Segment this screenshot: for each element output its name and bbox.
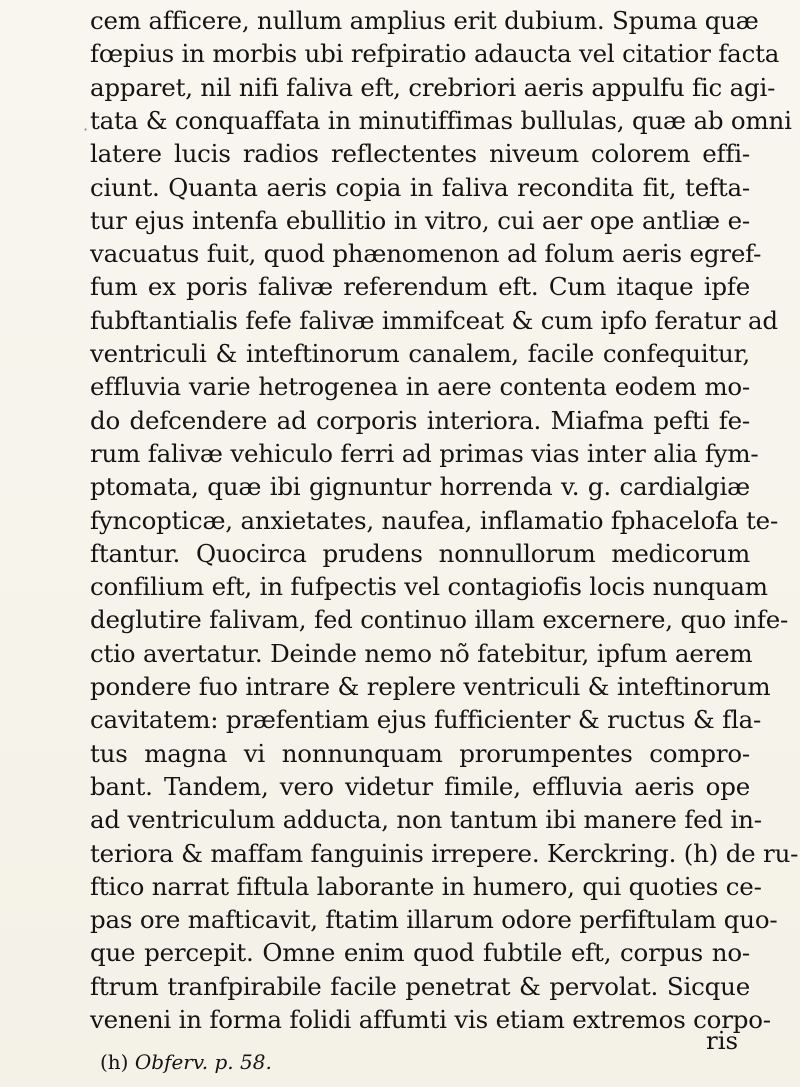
text-line: fubftantialis fefe falivæ immifceat & cum ipfo feratur ad bbox=[90, 305, 778, 335]
text-line: confilium eft, in fufpectis vel contagiofis locis nunquam bbox=[90, 572, 768, 602]
text-line: pas ore mafticavit, ftatim illarum odore perfiftulam quo- bbox=[90, 905, 778, 935]
text-line: fum ex poris falivæ referendum eft. Cum itaque ipfe bbox=[90, 272, 750, 302]
text-line: ad ventriculum adducta, non tantum ibi manere fed in- bbox=[90, 805, 762, 835]
text-line: pondere fuo intrare & replere ventriculi & inteftinorum bbox=[90, 672, 771, 701]
text-line: do defcendere ad corporis interiora. Miafma pefti fe- bbox=[90, 405, 750, 435]
text-line: ftrum tranfpirabile facile penetrat & pervolat. Sicque bbox=[90, 971, 750, 1001]
text-line: ctio avertatur. Deinde nemo nõ fatebitur, ipfum aerem bbox=[90, 638, 753, 668]
text-line: ventriculi & inteftinorum canalem, facile confequitur, bbox=[90, 339, 750, 368]
text-line: que percepit. Omne enim quod fubtile eft, corpus no- bbox=[90, 938, 750, 968]
footnote-mark: (h) bbox=[100, 1050, 129, 1074]
text-line: bant. Tandem, vero videtur fimile, effluvia aeris ope bbox=[90, 771, 750, 801]
footnote bbox=[100, 1050, 272, 1074]
text-line: ftico narrat fiftula laborante in humero, qui quoties ce- bbox=[90, 871, 762, 901]
text-line: fyncopticæ, anxietates, naufea, inflamatio fphacelofa te- bbox=[90, 505, 779, 535]
text-line: ftantur. Quocirca prudens nonnullorum medicorum bbox=[90, 538, 750, 568]
text-line: ptomata, quæ ibi gignuntur horrenda v. g. cardialgiæ bbox=[90, 472, 750, 502]
text-line: latere lucis radios reflectentes niveum colorem effi- bbox=[90, 139, 750, 169]
text-line: cavitatem: præfentiam ejus fufficienter & ructus & fla- bbox=[90, 705, 762, 735]
text-line: tur ejus intenfa ebullitio in vitro, cui aer ope antliæ e- bbox=[90, 205, 750, 235]
text-line: cem afficere, nullum amplius erit dubium. Spuma quæ bbox=[90, 6, 759, 35]
catchword: ris bbox=[706, 1026, 739, 1055]
text-line: veneni in forma folidi affumti vis etiam extremos corpo- bbox=[90, 1005, 771, 1034]
text-line: fœpius in morbis ubi refpiratio adaucta vel citatior facta bbox=[90, 39, 780, 69]
text-line: teriora & maffam fanguinis irrepere. Kerckring. (h) de ru- bbox=[90, 838, 799, 868]
text-line: deglutire falivam, fed continuo illam excernere, quo infe- bbox=[90, 605, 789, 635]
text-line: ciunt. Quanta aeris copia in faliva recondita fit, tefta- bbox=[90, 172, 750, 202]
text-line: effluvia varie hetrogenea in aere contenta eodem mo- bbox=[90, 372, 750, 402]
text-line: tus magna vi nonnunquam prorumpentes compro- bbox=[90, 738, 750, 768]
text-line: rum falivæ vehiculo ferri ad primas vias inter alia fym- bbox=[90, 438, 759, 468]
page-speck: · bbox=[83, 120, 89, 139]
text-line: vacuatus fuit, quod phænomenon ad folum aeris egref- bbox=[90, 239, 762, 269]
footnote-reference: Obferv. p. 58. bbox=[134, 1050, 272, 1074]
text-line: apparet, nil nifi faliva eft, crebriori aeris appulfu fic agi- bbox=[90, 72, 776, 102]
text-line: tata & conquaffata in minutiffimas bullulas, quæ ab omni bbox=[90, 105, 792, 135]
